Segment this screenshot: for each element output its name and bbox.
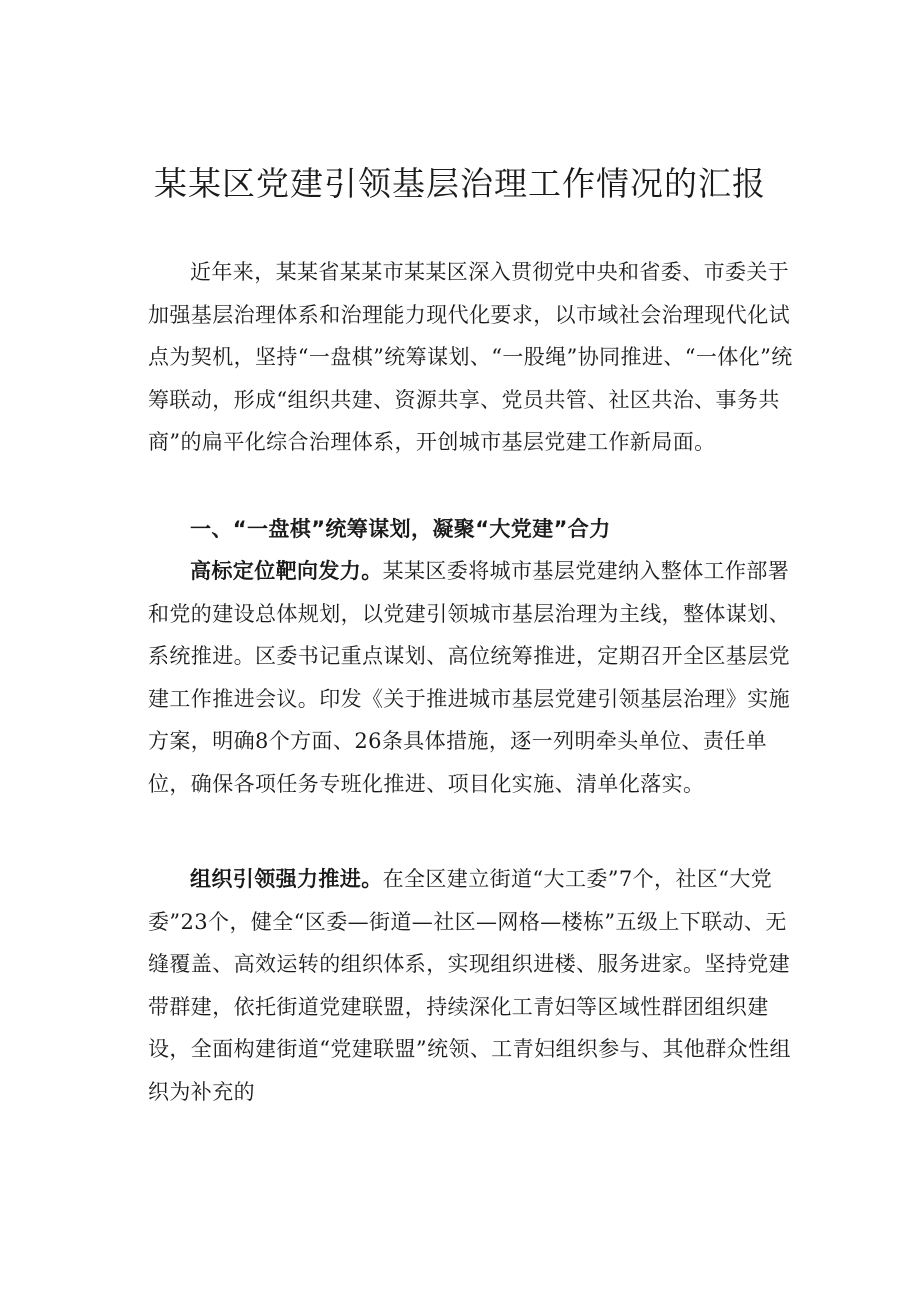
- intro-paragraph: 近年来，某某省某某市某某区深入贯彻党中央和省委、市委关于加强基层治理体系和治理能力现代化要求，以市域社会治理现代化试点为契机，坚持“一盘棋”统筹谋划、“一股绳”协同推进、“一体化”统筹联动，形成“组织共建、资源共享、党员共管、社区共治、事务共商”的扁平化综合治理体系，开创城市基层党建工作新局面。: [148, 260, 793, 455]
- document-title: 某某区党建引领基层治理工作情况的汇报: [154, 164, 766, 203]
- paragraph-body-text: 在全区建立街道“大工委”7个，社区“大党委”23个，健全“区委—街道—社区—网格—楼栋”五级上下联动、无缝覆盖、高效运转的组织体系，实现组织进楼、服务进家。坚持党建带群建，依托街道党建联盟，持续深化工青妇等区域性群团组织建设，全面构建街道“党建联盟”统领、工青妇组织参与、其他群众性组织为补充的: [148, 867, 791, 1104]
- section-1-paragraph-2: [148, 858, 803, 1114]
- paragraph-lead-title: 组织引领强力推进。: [190, 867, 383, 891]
- paragraph-lead-title: 高标定位靶向发力。: [190, 559, 383, 583]
- paragraph-body-text: 某某区委将城市基层党建纳入整体工作部署和党的建设总体规划，以党建引领城市基层治理为主线，整体谋划、系统推进。区委书记重点谋划、高位统筹推进，定期召开全区基层党建工作推进会议。印发《关于推进城市基层党建引领基层治理》实施方案，明确8个方面、26条具体措施，逐一列明牵头单位、责任单位，确保各项任务专班化推进、项目化实施、清单化落实。: [148, 559, 790, 796]
- section-1-paragraph-1: [148, 550, 803, 806]
- section-1-heading: 一、“一盘棋”统筹谋划，凝聚“大党建”合力: [190, 517, 611, 541]
